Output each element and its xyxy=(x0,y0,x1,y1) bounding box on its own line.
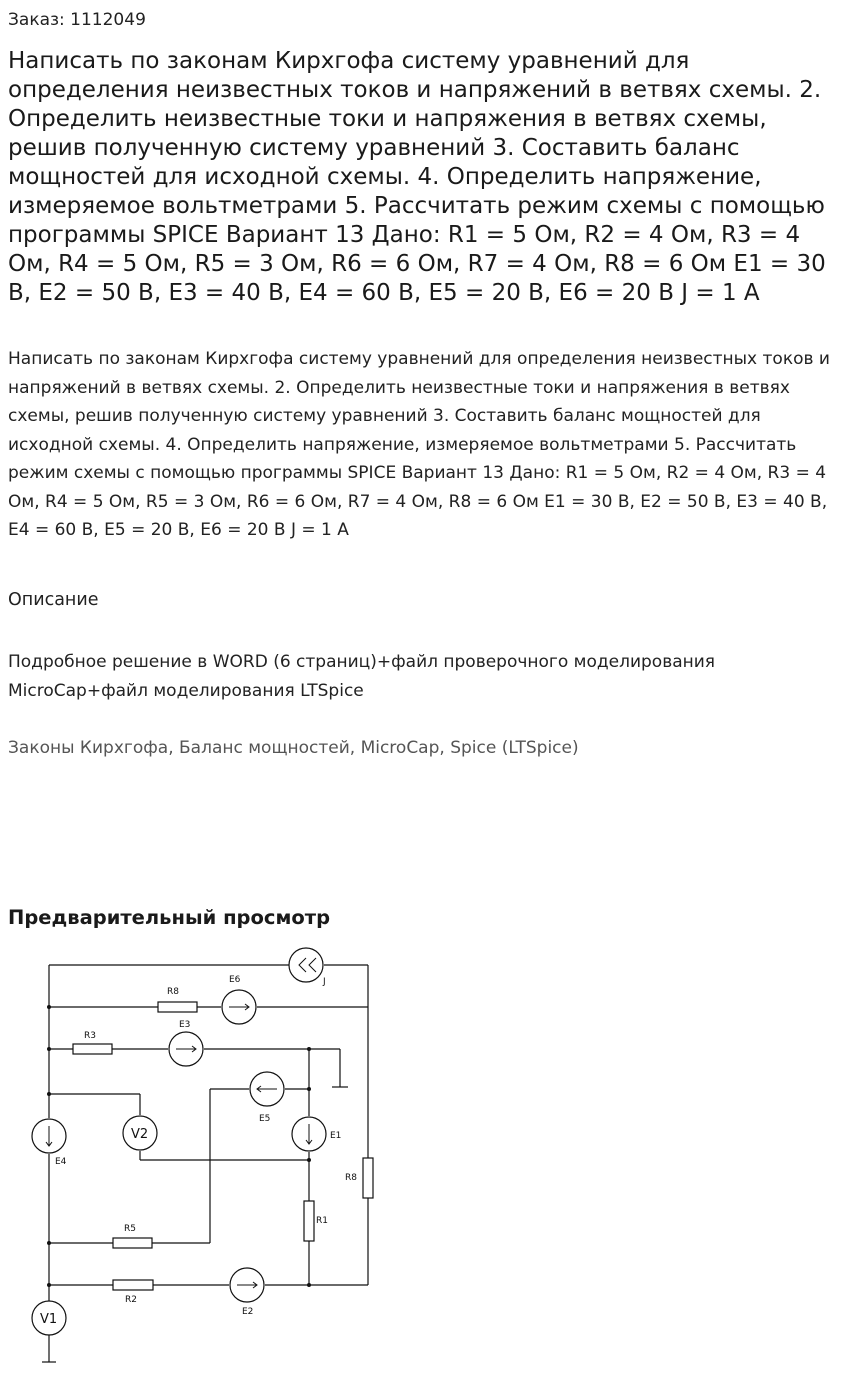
label-r3: R3 xyxy=(84,1031,96,1041)
tag-separator: , xyxy=(168,738,179,758)
label-e6: E6 xyxy=(229,975,241,985)
label-r1: R1 xyxy=(316,1216,328,1226)
label-r8: R8 xyxy=(167,987,179,997)
label-v2: V2 xyxy=(131,1127,149,1142)
resistor-r5 xyxy=(113,1238,152,1248)
description-heading: Описание xyxy=(8,590,99,610)
label-e3: E3 xyxy=(179,1020,191,1030)
label-e2: E2 xyxy=(242,1307,254,1317)
order-number: Заказ: 1112049 xyxy=(8,10,146,30)
resistor-r8 xyxy=(158,1002,197,1012)
circuit-schematic xyxy=(0,940,400,1380)
preview-heading: Предварительный просмотр xyxy=(8,906,331,929)
page-title: Написать по законам Кирхгофа систему уравнений для определения неизвестных токов и напряжений в ветвях схемы. 2. Определить неизвестные токи и напряжения в ветвях схемы, решив полученную систему уравнений 3. Составить баланс мощностей для исходной схемы. 4. Определить напряжение, измеряемое вольтметрами 5. Рассчитать режим схемы с помощью программы SPICE Вариант 13 Дано: R1 = 5 Ом, R2 = 4 Ом, R3 = 4 Ом, R4 = 5 Ом, R5 = 3 Ом, R6 = 6 Ом, R7 = 4 Ом, R8 = 6 Ом E1 = 30 В, E2 = 50 В, E3 = 40 В, E4 = 60 В, E5 = 20 В, E6 = 20 В J = 1 А xyxy=(8,48,826,306)
resistor-r3 xyxy=(73,1044,112,1054)
label-r2: R2 xyxy=(125,1295,137,1305)
resistor-r1 xyxy=(304,1201,314,1241)
label-e5: E5 xyxy=(259,1114,271,1124)
resistor-r8-vertical xyxy=(363,1158,373,1198)
tag-item[interactable]: MicroCap xyxy=(360,738,440,758)
label-e1: E1 xyxy=(330,1131,342,1141)
task-description: Написать по законам Кирхгофа систему уравнений для определения неизвестных токов и напряжений в ветвях схемы. 2. Определить неизвестные токи и напряжения в ветвях схемы, решив полученную систему уравнений 3. Составить баланс мощностей для исходной схемы. 4. Определить напряжение, измеряемое вольтметрами 5. Рассчитать режим схемы с помощью программы SPICE Вариант 13 Дано: R1 = 5 Ом, R2 = 4 Ом, R3 = 4 Ом, R4 = 5 Ом, R5 = 3 Ом, R6 = 6 Ом, R7 = 4 Ом, R8 = 6 Ом E1 = 30 В, E2 = 50 В, E3 = 40 В, E4 = 60 В, E5 = 20 В, E6 = 20 В J = 1 А xyxy=(8,349,830,540)
tag-separator: , xyxy=(349,738,361,758)
tags-list xyxy=(8,735,579,761)
current-source-j xyxy=(289,948,323,982)
tag-item[interactable]: Баланс мощностей xyxy=(179,738,350,758)
tag-item[interactable]: Spice (LTSpice) xyxy=(450,738,579,758)
label-e4: E4 xyxy=(55,1157,67,1167)
tag-separator: , xyxy=(439,738,451,758)
label-j: J xyxy=(323,977,326,987)
resistor-r2 xyxy=(113,1280,153,1290)
description-text: Подробное решение в WORD (6 страниц)+файл проверочного моделирования MicroCap+файл моделирования LTSpice xyxy=(8,652,716,701)
label-v1: V1 xyxy=(40,1312,58,1327)
circuit-wires xyxy=(42,965,368,1362)
label-r8-vertical: R8 xyxy=(345,1173,357,1183)
label-r5: R5 xyxy=(124,1224,136,1234)
tag-item[interactable]: Законы Кирхгофа xyxy=(8,738,169,758)
